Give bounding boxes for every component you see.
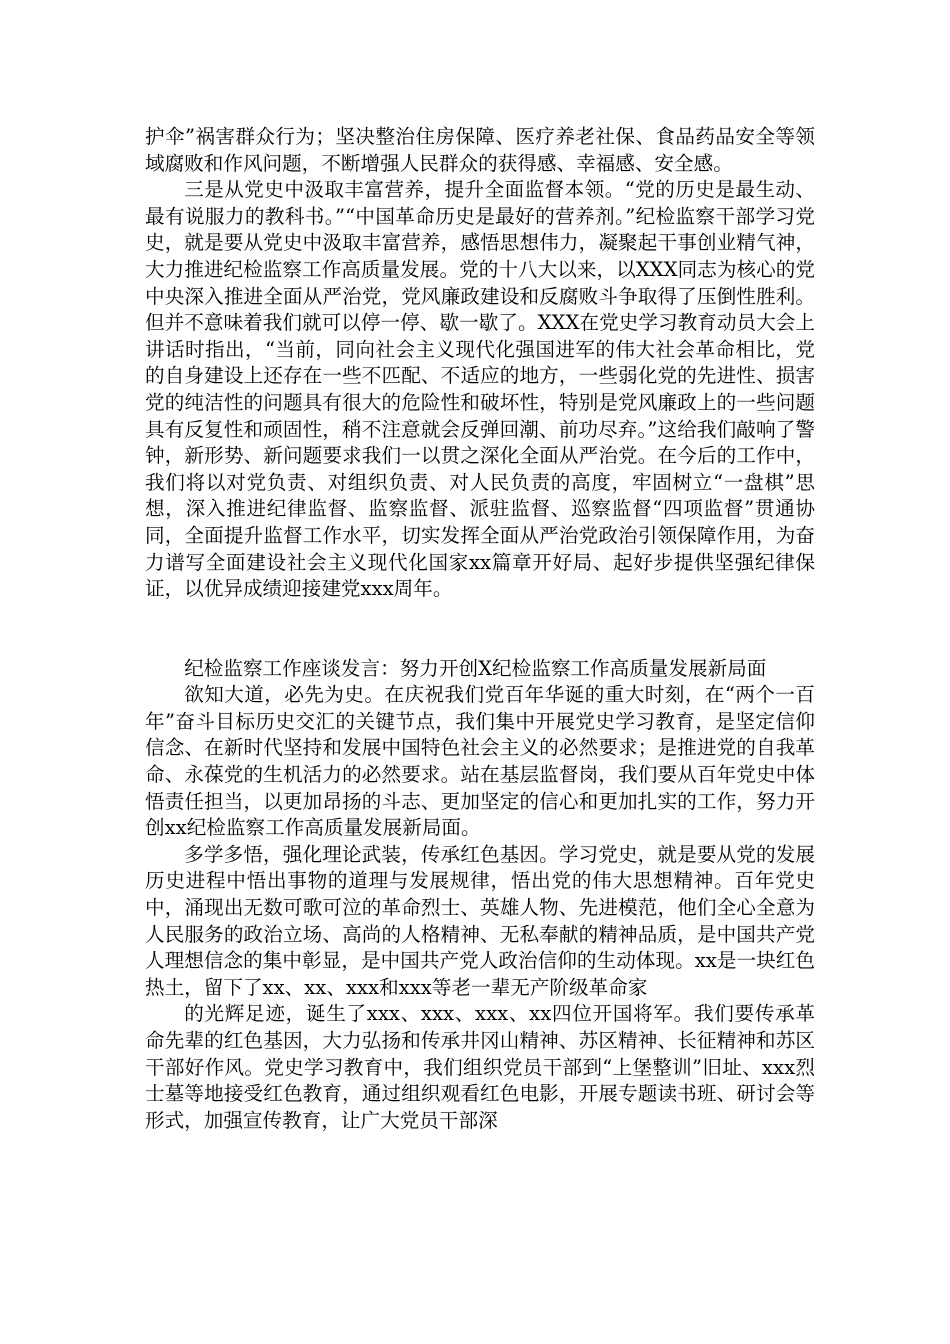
paragraph-intro: 欲知大道，必先为史。在庆祝我们党百年华诞的重大时刻，在“两个一百年”奋斗目标历史交汇的关键节点，我们集中开展党史学习教育，是坚定信仰信念、在新时代坚持和发展中国特色社会主义的必然要求；是推进党的自我革命、永葆党的生机活力的必然要求。站在基层监督岗，我们要从百年党史中体悟责任担当，以更加昂扬的斗志、更加坚定的信心和更加扎实的工作，努力开创xx纪检监察工作高质量发展新局面。 bbox=[145, 683, 815, 840]
paragraph-one: 多学多悟，强化理论武装，传承红色基因。学习党史，就是要从党的发展历史进程中悟出事物的道理与发展规律，悟出党的伟大思想精神。百年党史中，涌现出无数可歌可泣的革命烈士、英雄人物、先进模范，他们全心全意为人民服务的政治立场、高尚的人格精神、无私奉献的精神品质，是中国共产党人理想信念的集中彰显，是中国共产党人政治信仰的生动体现。xx是一块红色热土，留下了xx、xx、xxx和xxx等老一辈无产阶级革命家 bbox=[145, 842, 815, 999]
document-page bbox=[145, 124, 815, 1134]
section-gap bbox=[145, 603, 815, 656]
paragraph-three: 三是从党史中汲取丰富营养，提升全面监督本领。“党的历史是最生动、最有说服力的教科书。”“中国革命历史是最好的营养剂。”纪检监察干部学习党史，就是要从党史中汲取丰富营养，感悟思想伟力，凝聚起干事创业精气神，大力推进纪检监察工作高质量发展。党的十八大以来，以XXX同志为核心的党中央深入推进全面从严治党，党风廉政建设和反腐败斗争取得了压倒性胜利。但并不意味着我们就可以停一停、歇一歇了。XXX在党史学习教育动员大会上讲话时指出，“当前，同向社会主义现代化强国进军的伟大社会革命相比，党的自身建设上还存在一些不匹配、不适应的地方，一些弱化党的先进性、损害党的纯洁性的问题具有很大的危险性和破坏性，特别是党风廉政上的一些问题具有反复性和顽固性，稍不注意就会反弹回潮、前功尽弃。”这给我们敲响了警钟，新形势、新问题要求我们一以贯之深化全面从严治党。在今后的工作中，我们将以对党负责、对组织负责、对人民负责的高度，牢固树立“一盘棋”思想，深入推进纪律监督、监察监督、派驻监督、巡察监督“四项监督”贯通协同，全面提升监督工作水平，切实发挥全面从严治党政治引领保障作用，为奋力谱写全面建设社会主义现代化国家xx篇章开好局、起好步提供坚强纪律保证，以优异成绩迎接建党xxx周年。 bbox=[145, 178, 815, 601]
section-title: 纪检监察工作座谈发言：努力开创X纪检监察工作高质量发展新局面 bbox=[184, 656, 767, 680]
paragraph-one-continued: 的光辉足迹，诞生了xxx、xxx、xxx、xx四位开国将军。我们要传承革命先辈的红色基因，大力弘扬和传承井冈山精神、苏区精神、长征精神和苏区干部好作风。党史学习教育中，我们组织党员干部到“上堡整训”旧址、xxx烈士墓等地接受红色教育，通过组织观看红色电影，开展专题读书班、研讨会等形式，加强宣传教育，让广大党员干部深 bbox=[145, 1002, 815, 1132]
paragraph-continuation: 护伞”祸害群众行为；坚决整治住房保障、医疗养老社保、食品药品安全等领域腐败和作风问题，不断增强人民群众的获得感、幸福感、安全感。 bbox=[145, 125, 815, 175]
